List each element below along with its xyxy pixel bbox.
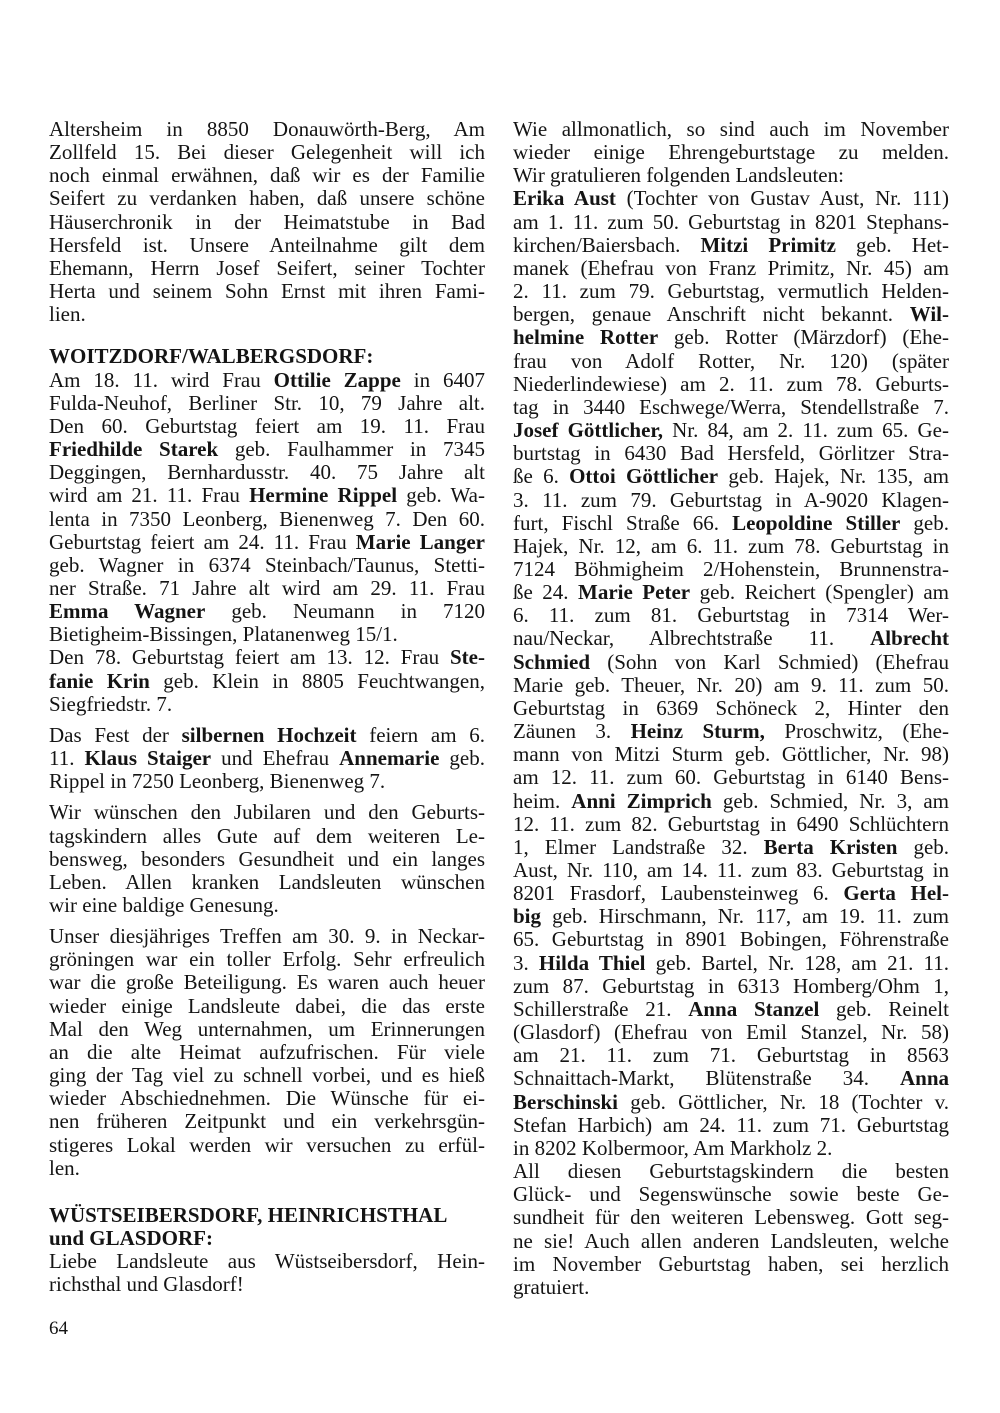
bold-name: Schmied	[513, 649, 591, 674]
text-run: bensweg, besonders Gesundheit und ein langes	[49, 846, 485, 871]
text-run: Zäunen 3.	[513, 719, 631, 744]
text-line	[49, 948, 485, 971]
text-line	[513, 651, 949, 674]
bold-name: Marie Langer	[355, 529, 486, 554]
text-run: 7124 Böhmigheim 2/Hohenstein, Brunnenstra-	[513, 556, 949, 581]
text-line	[49, 392, 485, 415]
text-run: ne sie! Auch allen anderen Landsleuten, welche	[513, 1228, 949, 1253]
text-line	[513, 489, 949, 512]
text-run: stigeres Lokal werden wir versuchen zu erfül-	[49, 1132, 485, 1157]
text-run: mann von Mitzi Sturm geb. Göttlicher, Nr. 98)	[513, 742, 949, 767]
paragraph	[49, 646, 485, 715]
text-line	[513, 442, 949, 465]
text-line	[49, 600, 485, 623]
text-run: Herta und seinem Sohn Ernst mit ihren Fami-	[49, 279, 485, 304]
text-run: manek (Ehefrau von Franz Primitz, Nr. 45) am	[513, 255, 949, 280]
text-line	[49, 1041, 485, 1064]
text-run: wir eine baldige Genesung.	[49, 893, 279, 917]
text-line	[513, 836, 949, 859]
text-run: geb. Schmied, Nr. 3, am	[711, 788, 950, 813]
text-run: frau von Adolf Rotter, Nr. 120) (später	[513, 348, 949, 373]
text-run: war die große Beteiligung. Es waren auch heuer	[49, 970, 485, 995]
paragraph	[49, 801, 485, 917]
text-line	[513, 697, 949, 720]
text-run: ner Straße. 71 Jahre alt wird am 29. 11. Frau	[49, 575, 485, 600]
text-run: 3.	[513, 950, 539, 975]
text-line	[513, 975, 949, 998]
text-line	[49, 141, 485, 164]
text-run: heim.	[513, 788, 572, 813]
text-line	[513, 790, 949, 813]
text-line	[49, 531, 485, 554]
text-line	[49, 646, 485, 669]
text-line	[513, 558, 949, 581]
text-run: kirchen/Baiersbach.	[513, 232, 701, 257]
text-run: Unser diesjähriges Treffen am 30. 9. in Neckar-	[49, 924, 485, 949]
text-line	[513, 813, 949, 836]
left-column	[49, 118, 485, 1297]
text-line	[513, 373, 949, 396]
text-line	[49, 369, 485, 392]
text-run: geb.	[897, 834, 950, 859]
bold-name: Friedhilde Starek	[49, 437, 219, 462]
text-run: gratuiert.	[513, 1274, 590, 1299]
text-line	[513, 1230, 949, 1253]
text-line	[49, 484, 485, 507]
text-line	[49, 280, 485, 303]
text-run: an die alte Heimat aufzufrischen. Für viele	[49, 1039, 485, 1064]
text-line	[513, 604, 949, 627]
text-line	[513, 187, 949, 210]
text-line	[49, 1250, 485, 1273]
text-line	[49, 623, 485, 646]
text-run: am 12. 11. zum 60. Geburtstag in 6140 Bens-	[513, 765, 949, 790]
text-run: 11.	[49, 746, 85, 771]
text-run: geb. Het-	[835, 232, 950, 257]
bold-name: Ottoi Göttlicher	[569, 464, 719, 489]
text-line	[49, 1018, 485, 1041]
text-line	[513, 396, 949, 419]
text-run: Aust, Nr. 110, am 14. 11. zum 83. Geburtstag in	[513, 858, 949, 882]
text-line	[49, 1134, 485, 1157]
text-run: Bietigheim-Bissingen, Platanenweg 15/1.	[49, 622, 398, 647]
text-run: Leben. Allen kranken Landsleuten wünschen	[49, 869, 485, 894]
text-line	[49, 724, 485, 747]
text-run: Stefan Harbich) am 24. 11. zum 71. Geburtstag	[513, 1112, 949, 1137]
text-run: Schillerstraße 21.	[513, 996, 689, 1021]
text-run: 65. Geburtstag in 8901 Bobingen, Föhrenstraße	[513, 927, 949, 952]
text-line	[513, 627, 949, 650]
bold-name: Berschinski	[513, 1089, 619, 1114]
text-line	[513, 164, 949, 187]
text-run: Schnaittach-Markt, Blütenstraße 34.	[513, 1066, 900, 1091]
bold-name: silbernen Hochzeit	[181, 722, 357, 747]
bold-name: Anna	[899, 1066, 949, 1091]
text-line	[49, 438, 485, 461]
text-run: am 21. 11. zum 71. Geburtstag in 8563	[513, 1043, 949, 1068]
paragraph	[49, 724, 485, 793]
bold-name: Ste-	[450, 645, 485, 670]
text-line	[49, 1110, 485, 1133]
paragraph	[49, 118, 485, 326]
text-run: geb. Klein in 8805 Feuchtwangen,	[149, 668, 485, 693]
text-line	[49, 1204, 485, 1227]
text-run: geb. Wa-	[397, 483, 485, 508]
text-line	[513, 1206, 949, 1229]
text-run: geb. Reinelt	[819, 996, 949, 1021]
text-run: Wir wünschen den Jubilaren und den Geburts-	[49, 800, 485, 825]
bold-name: Heinz Sturm,	[630, 719, 765, 744]
text-line	[49, 554, 485, 577]
text-run: Deggingen, Bernhardusstr. 40. 75 Jahre alt	[49, 460, 485, 485]
text-run: Geburtstag in 6369 Schöneck 2, Hinter den	[513, 695, 949, 720]
paragraph	[49, 369, 485, 647]
text-line	[513, 859, 949, 882]
bold-name: Klaus Staiger	[84, 746, 212, 771]
right-column	[513, 118, 949, 1299]
bold-name: Berta Kristen	[763, 834, 898, 859]
bold-name: Gerta Hel-	[843, 881, 949, 906]
text-run: 12. 11. zum 82. Geburtstag in 6490 Schlüchtern	[513, 811, 949, 836]
text-line	[49, 693, 485, 716]
text-run: Zollfeld 15. Bei dieser Gelegenheit will ich	[49, 140, 485, 165]
text-line	[49, 345, 485, 368]
text-run: Hersfeld ist. Unsere Anteilnahme gilt dem	[49, 232, 485, 257]
bold-name: Anna Stanzel	[688, 996, 820, 1021]
text-line	[513, 141, 949, 164]
text-line	[49, 670, 485, 693]
text-line	[49, 415, 485, 438]
text-run: geb.	[900, 510, 949, 535]
text-line	[49, 1087, 485, 1110]
text-run: Den 60. Geburtstag feiert am 19. 11. Frau	[49, 413, 485, 438]
bold-name: Hermine Rippel	[249, 483, 398, 508]
text-line	[49, 211, 485, 234]
text-run: 1, Elmer Landstraße 32.	[513, 834, 764, 859]
text-line	[513, 905, 949, 928]
text-run: geb. Göttlicher, Nr. 18 (Tochter v.	[618, 1089, 949, 1114]
text-run: Hajek, Nr. 12, am 6. 11. zum 78. Geburtstag in	[513, 533, 949, 558]
text-run: geb. Faulhammer in 7345	[218, 437, 485, 462]
text-run: wird am 21. 11. Frau	[49, 483, 250, 508]
text-run: sundheit für den weiteren Lebensweg. Gott seg-	[513, 1205, 949, 1230]
text-run: wieder einige Landsleute dabei, die das erste	[49, 993, 485, 1018]
text-run: ging der Tag viel zu schnell vorbei, und es hieß	[49, 1063, 485, 1088]
text-run: noch einmal erwähnen, daß wir es der Familie	[49, 163, 485, 188]
text-line	[513, 512, 949, 535]
text-line	[513, 766, 949, 789]
text-line	[513, 928, 949, 951]
text-run: geb. Hajek, Nr. 135, am	[718, 464, 949, 489]
text-run: in 6407	[400, 367, 485, 392]
text-run: geb. Bartel, Nr. 128, am 21. 11.	[645, 950, 949, 975]
text-line	[513, 1276, 949, 1299]
text-run: Den 78. Geburtstag feiert am 13. 12. Frau	[49, 645, 450, 670]
bold-name: Albrecht	[870, 626, 949, 651]
text-run: ße 24.	[513, 580, 579, 605]
text-run: wieder Abschiednehmen. Die Wünsche für ei-	[49, 1086, 485, 1111]
text-run: (Glasdorf) (Ehefrau von Emil Stanzel, Nr. 58)	[513, 1020, 949, 1045]
text-run: geb.	[439, 746, 485, 771]
text-run: Wie allmonatlich, so sind auch im November	[513, 117, 949, 141]
text-line	[513, 257, 949, 280]
text-line	[513, 1091, 949, 1114]
text-run: 6. 11. zum 81. Geburtstag in 7314 Wer-	[513, 603, 949, 628]
text-run: (Tochter von Gustav Aust, Nr. 111)	[615, 186, 949, 211]
text-line	[49, 995, 485, 1018]
text-line	[49, 1157, 485, 1180]
text-run: richsthal und Glasdorf!	[49, 1272, 244, 1297]
text-run: geb. Reichert (Spengler) am	[690, 580, 949, 605]
text-line	[49, 118, 485, 141]
text-run: tagskindern alles Gute auf dem weiteren Le-	[49, 823, 485, 848]
text-line	[49, 1064, 485, 1087]
text-run: Niederlindewiese) am 2. 11. zum 78. Geburts-	[513, 371, 949, 396]
text-line	[49, 894, 485, 917]
text-run: geb. Rotter (Märzdorf) (Ehe-	[658, 325, 949, 350]
text-line	[513, 743, 949, 766]
text-line	[49, 234, 485, 257]
text-run: 2. 11. zum 79. Geburtstag, vermutlich Helden-	[513, 279, 949, 304]
text-line	[513, 952, 949, 975]
bold-name: Annemarie	[339, 746, 440, 771]
text-line	[513, 1183, 949, 1206]
text-run: nen früheren Zeitpunkt und ein verkehrsgün-	[49, 1109, 485, 1134]
text-run: gröningen war ein toller Erfolg. Sehr erfreulich	[49, 947, 485, 972]
text-line	[513, 326, 949, 349]
text-run: lenta in 7350 Leonberg, Bienenweg 7. Den 60.	[49, 506, 485, 531]
text-line	[513, 581, 949, 604]
text-run: Ehemann, Herrn Josef Seifert, seiner Tochter	[49, 255, 485, 280]
paragraph	[513, 118, 949, 187]
text-run: Geburtstag feiert am 24. 11. Frau	[49, 529, 356, 554]
text-line	[513, 1067, 949, 1090]
text-run: nau/Neckar, Albrechtstraße 11.	[513, 626, 871, 651]
text-line	[513, 211, 949, 234]
text-run: Wir gratulieren folgenden Landsleuten:	[513, 163, 844, 188]
paragraph	[49, 925, 485, 1180]
bold-name: helmine Rotter	[513, 325, 659, 350]
text-line	[49, 164, 485, 187]
text-run: geb. Neumann in 7120	[205, 599, 485, 624]
text-run: 8201 Frasdorf, Laubensteinweg 6.	[513, 881, 844, 906]
section-heading	[49, 1204, 485, 1250]
bold-name: Wil-	[909, 302, 949, 327]
text-run: Proschwitz, (Ehe-	[764, 719, 949, 744]
text-line	[513, 350, 949, 373]
bold-name: Leopoldine Stiller	[732, 510, 901, 535]
bold-name: Josef Göttlicher,	[513, 418, 664, 443]
text-run: WOITZDORF/WALBERGSDORF:	[49, 344, 374, 369]
text-line	[513, 1160, 949, 1183]
text-run: im November Geburtstag haben, sei herzlich	[513, 1251, 949, 1276]
bold-name: Emma Wagner	[49, 599, 206, 624]
text-run: in 8202 Kolbermoor, Am Markholz 2.	[513, 1135, 833, 1160]
bold-name: Erika Aust	[513, 186, 616, 211]
text-line	[49, 1227, 485, 1250]
bold-name: Mitzi Primitz	[700, 232, 836, 257]
page-number: 64	[49, 1318, 68, 1339]
text-line	[49, 825, 485, 848]
text-run: geb. Wagner in 6374 Steinbach/Taunus, Stetti-	[49, 552, 485, 577]
text-run: wieder einige Ehrengeburtstage zu melden.	[513, 140, 949, 165]
section-heading	[49, 345, 485, 368]
text-run: bergen, genaue Anschrift nicht bekannt.	[513, 302, 910, 327]
text-line	[49, 925, 485, 948]
text-line	[49, 187, 485, 210]
text-line	[49, 971, 485, 994]
text-run: und GLASDORF:	[49, 1226, 213, 1251]
text-run: len.	[49, 1155, 80, 1180]
text-line	[513, 303, 949, 326]
text-line	[49, 257, 485, 280]
bold-name: Marie Peter	[578, 580, 691, 605]
text-line	[513, 465, 949, 488]
text-run: Häuserchronik in der Heimatstube in Bad	[49, 209, 485, 234]
text-run: Seifert zu verdanken haben, daß unsere schöne	[49, 186, 485, 211]
text-line	[513, 1253, 949, 1276]
bold-name: Ottilie Zappe	[273, 367, 401, 392]
text-line	[49, 508, 485, 531]
text-line	[513, 882, 949, 905]
text-line	[513, 1114, 949, 1137]
text-run: All diesen Geburtstagskindern die besten	[513, 1159, 949, 1184]
text-run: Siegfriedstr. 7.	[49, 691, 173, 716]
text-line	[513, 720, 949, 743]
text-line	[513, 280, 949, 303]
text-run: feiern am 6.	[356, 722, 485, 747]
text-line	[49, 461, 485, 484]
text-line	[49, 1273, 485, 1296]
text-run: tag in 3440 Eschwege/Werra, Stendellstraße 7.	[513, 394, 949, 419]
text-run: Glück- und Segenswünsche sowie beste Ge-	[513, 1182, 949, 1207]
text-run: furt, Fischl Straße 66.	[513, 510, 733, 535]
text-line	[513, 535, 949, 558]
text-run: geb. Hirschmann, Nr. 117, am 19. 11. zum	[541, 904, 949, 929]
text-line	[513, 998, 949, 1021]
text-line	[513, 1021, 949, 1044]
text-line	[513, 1137, 949, 1160]
paragraph	[513, 1160, 949, 1299]
text-run: am 1. 11. zum 50. Geburtstag in 8201 Stephans-	[513, 209, 949, 234]
bold-name: Anni Zimprich	[571, 788, 712, 813]
paragraph	[513, 187, 949, 1160]
text-line	[513, 118, 949, 141]
text-line	[49, 303, 485, 326]
text-run: Mal den Weg unternahmen, um Erinnerungen	[49, 1016, 485, 1041]
bold-name: Hilda Thiel	[538, 950, 646, 975]
text-run: (Sohn von Karl Schmied) (Ehefrau	[590, 649, 949, 674]
text-run: Nr. 84, am 2. 11. zum 65. Ge-	[663, 418, 949, 443]
text-run: lien.	[49, 302, 86, 327]
text-line	[513, 419, 949, 442]
text-line	[49, 770, 485, 793]
text-run: und Ehefrau	[211, 746, 340, 771]
text-run: ße 6.	[513, 464, 570, 489]
text-run: Altersheim in 8850 Donauwörth-Berg, Am	[49, 117, 485, 141]
text-run: WÜSTSEIBERSDORF, HEINRICHSTHAL	[49, 1202, 448, 1227]
text-run: Fulda-Neuhof, Berliner Str. 10, 79 Jahre alt.	[49, 390, 485, 415]
text-line	[49, 577, 485, 600]
text-run: Marie geb. Theuer, Nr. 20) am 9. 11. zum 50.	[513, 672, 949, 697]
text-line	[49, 848, 485, 871]
text-run: 3. 11. zum 79. Geburtstag in A-9020 Klagen-	[513, 487, 949, 512]
text-line	[49, 801, 485, 824]
text-run: Liebe Landsleute aus Wüstseibersdorf, Hein-	[49, 1249, 485, 1274]
text-line	[49, 871, 485, 894]
text-run: burtstag in 6430 Bad Hersfeld, Görlitzer Stra-	[513, 441, 949, 466]
text-run: Das Fest der	[49, 722, 182, 747]
text-line	[513, 234, 949, 257]
text-run: Am 18. 11. wird Frau	[49, 367, 274, 392]
bold-name: big	[513, 904, 542, 929]
text-run: zum 87. Geburtstag in 6313 Homberg/Ohm 1,	[513, 973, 949, 998]
text-line	[513, 1044, 949, 1067]
bold-name: fanie Krin	[49, 668, 150, 693]
text-line	[49, 747, 485, 770]
text-run: Rippel in 7250 Leonberg, Bienenweg 7.	[49, 769, 386, 794]
paragraph	[49, 1250, 485, 1296]
text-line	[513, 674, 949, 697]
